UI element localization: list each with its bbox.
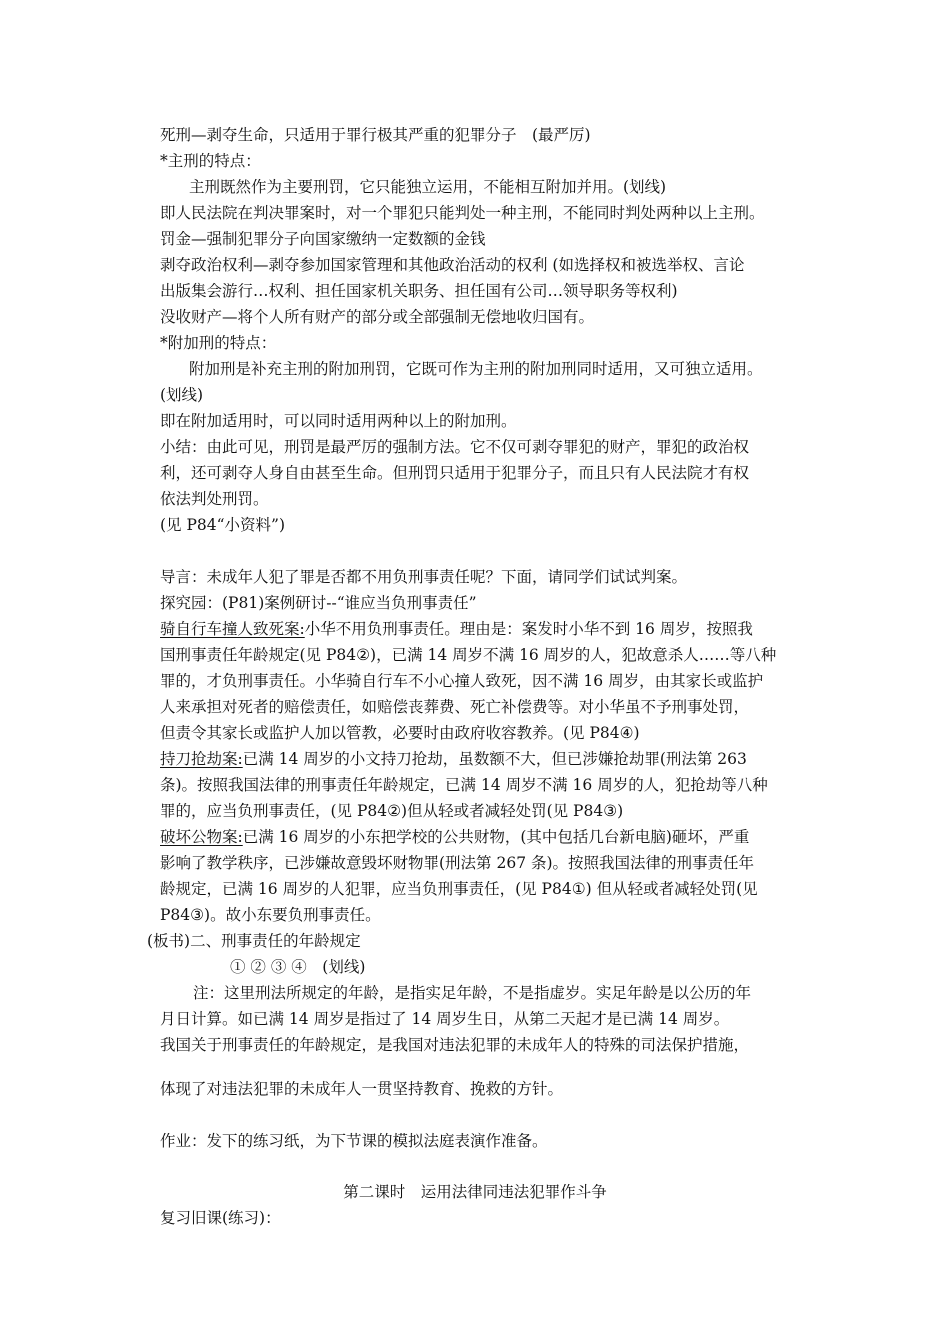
text-line: 但责令其家长或监护人加以管教，必要时由政府收容教养。(见 P84④) <box>160 724 640 742</box>
case-title: 骑自行车撞人致死案: <box>160 620 305 638</box>
text-line: 条)。按照我国法律的刑事责任年龄规定，已满 14 周岁不满 16 周岁的人，犯抢劫等八种 <box>160 776 768 794</box>
text-line: (板书)二、刑事责任的年龄规定 <box>147 932 361 950</box>
text-line: *主刑的特点： <box>160 152 261 170</box>
text-line: 龄规定，已满 16 周岁的人犯罪，应当负刑事责任，(见 P84①) 但从轻或者减轻处罚(见 <box>160 880 758 898</box>
text-line: 破坏公物案:已满 16 周岁的小东把学校的公共财物，(其中包括几台新电脑)砸坏，严重 <box>160 828 750 846</box>
text-line: 小结：由此可见，刑罚是最严厉的强制方法。它不仅可剥夺罪犯的财产，罪犯的政治权 <box>160 438 750 456</box>
text-line: 罪的，才负刑事责任。小华骑自行车不小心撞人致死，因不满 16 周岁，由其家长或监护 <box>160 672 764 690</box>
text-line: 国刑事责任年龄规定(见 P84②)，已满 14 周岁不满 16 周岁的人，犯故意杀人……等八种 <box>160 646 777 664</box>
text-line: 出版集会游行…权利、担任国家机关职务、担任国有公司…领导职务等权利) <box>160 282 678 300</box>
text-line: 附加刑是补充主刑的附加刑罚，它既可作为主刑的附加刑同时适用，又可独立适用。 <box>189 360 763 378</box>
text-line: 注：这里刑法所规定的年龄，是指实足年龄，不是指虚岁。实足年龄是以公历的年 <box>193 984 752 1002</box>
case-title: 破坏公物案: <box>160 828 243 846</box>
text-line: 罚金—强制犯罪分子向国家缴纳一定数额的金钱 <box>160 230 486 248</box>
text-line: (划线) <box>160 386 204 404</box>
text-line: 利，还可剥夺人身自由甚至生命。但刑罚只适用于犯罪分子，而且只有人民法院才有权 <box>160 464 750 482</box>
text-line: 罪的，应当负刑事责任，(见 P84②)但从轻或者减轻处罚(见 P84③) <box>160 802 624 820</box>
text-line: 复习旧课(练习)： <box>160 1209 281 1227</box>
text-line: *附加刑的特点： <box>160 334 277 352</box>
text-line: 作业：发下的练习纸，为下节课的模拟法庭表演作准备。 <box>160 1132 548 1150</box>
text-line: 骑自行车撞人致死案:小华不用负刑事责任。理由是：案发时小华不到 16 周岁，按照我 <box>160 620 753 638</box>
text-line: P84③)。故小东要负刑事责任。 <box>160 906 381 924</box>
text-line: 没收财产—将个人所有财产的部分或全部强制无偿地收归国有。 <box>160 308 595 326</box>
text-line: 我国关于刑事责任的年龄规定，是我国对违法犯罪的未成年人的特殊的司法保护措施， <box>160 1036 750 1054</box>
case-title: 持刀抢劫案: <box>160 750 243 768</box>
text-line: 人来承担对死者的赔偿责任，如赔偿丧葬费、死亡补偿费等。对小华虽不予刑事处罚， <box>160 698 750 716</box>
text-line: ① ② ③ ④ (划线) <box>230 958 366 976</box>
text-line: 即人民法院在判决罪案时，对一个罪犯只能判处一种主刑，不能同时判处两种以上主刑。 <box>160 204 765 222</box>
text-line: 月日计算。如已满 14 周岁是指过了 14 周岁生日，从第二天起才是已满 14 周岁。 <box>160 1010 730 1028</box>
text-line: 体现了对违法犯罪的未成年人一贯坚持教育、挽救的方针。 <box>160 1080 564 1098</box>
text-line: 即在附加适用时，可以同时适用两种以上的附加刑。 <box>160 412 517 430</box>
text-line: 依法判处刑罚。 <box>160 490 269 508</box>
text-line: 持刀抢劫案:已满 14 周岁的小文持刀抢劫，虽数额不大，但已涉嫌抢劫罪(刑法第 263 <box>160 750 747 768</box>
section-heading: 第二课时 运用法律同违法犯罪作斗争 <box>343 1183 607 1201</box>
text-line: (见 P84“小资料”) <box>160 516 286 534</box>
text-line: 剥夺政治权利—剥夺参加国家管理和其他政治活动的权利 (如选择权和被选举权、言论 <box>160 256 745 274</box>
text-line: 影响了教学秩序，已涉嫌故意毁坏财物罪(刑法第 267 条)。按照我国法律的刑事责任年 <box>160 854 755 872</box>
text-line: 探究园：(P81)案例研讨--“谁应当负刑事责任” <box>160 594 477 612</box>
text-line: 死刑—剥夺生命，只适用于罪行极其严重的犯罪分子 (最严厉) <box>160 126 591 144</box>
text-line: 主刑既然作为主要刑罚，它只能独立运用，不能相互附加并用。(划线) <box>189 178 667 196</box>
text-line: 导言：未成年人犯了罪是否都不用负刑事责任呢？下面，请同学们试试判案。 <box>160 568 688 586</box>
